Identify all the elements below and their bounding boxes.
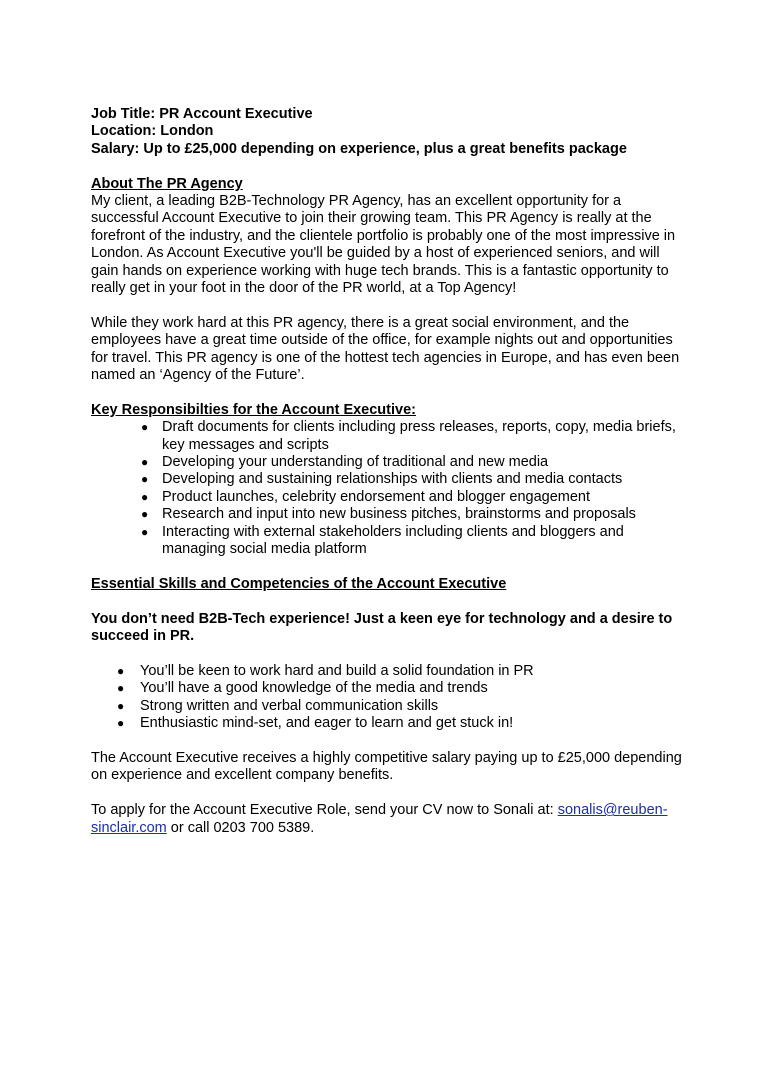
closing-salary-line: The Account Executive receives a highly competitive salary paying up to £25,000 depending	[91, 749, 682, 766]
about-paragraph-1-line: London. As Account Executive you'll be guided by a host of experienced seniors, and will	[91, 245, 660, 262]
list-item: ● Strong written and verbal communication skills	[117, 697, 439, 714]
job-location: Location: London	[91, 123, 214, 140]
job-title: Job Title: PR Account Executive	[91, 106, 313, 122]
email-link-continued[interactable]: sinclair.com	[91, 819, 167, 836]
job-salary: Salary: Up to £25,000 depending on experience, plus a great benefits package	[91, 140, 627, 157]
about-paragraph-2-line: employees have a great time outside of the office, for example nights out and opportunities	[91, 332, 673, 349]
apply-suffix: or call 0203 700 5389.	[166, 819, 315, 836]
apply-prefix: To apply for the Account Executive Role, send your CV now to Sonali at:	[91, 802, 558, 819]
list-item: ● Research and input into new business pitches, brainstorms and proposals	[141, 506, 636, 523]
job-header	[91, 106, 681, 158]
job-description-page	[91, 106, 681, 837]
about-paragraph-1-line: forefront of the industry, and the clientele portfolio is probably one of the most impressive in	[91, 227, 676, 244]
about-heading: About The PR Agency	[91, 175, 243, 192]
list-item: ● Draft documents for clients including press releases, reports, copy, media briefs, key messages and scripts	[141, 419, 676, 453]
list-item: ● Enthusiastic mind-set, and eager to learn and get stuck in!	[117, 715, 514, 732]
list-item: ● Developing your understanding of traditional and new media	[141, 454, 549, 471]
bullet-icon: ●	[141, 472, 149, 487]
email-link[interactable]: sonalis@reuben-	[557, 802, 668, 819]
about-paragraph-1-line: gain hands on experience working with huge tech brands. This is a fantastic opportunity to	[91, 262, 669, 279]
skills-list	[91, 663, 681, 733]
about-section	[91, 176, 681, 385]
list-item: ● Product launches, celebrity endorsement and blogger engagement	[141, 488, 591, 505]
closing-salary-line: on experience and excellent company benefits.	[91, 767, 394, 784]
closing-section	[91, 750, 681, 837]
apply-line-1	[91, 802, 681, 819]
bullet-icon: ●	[117, 663, 125, 678]
apply-line-2	[91, 820, 681, 837]
bullet-icon: ●	[141, 507, 149, 522]
list-item: ● You’ll have a good knowledge of the media and trends	[117, 680, 488, 697]
bullet-icon: ●	[141, 455, 149, 470]
bullet-icon: ●	[141, 489, 149, 504]
about-paragraph-2-line: named an ‘Agency of the Future’.	[91, 367, 305, 384]
list-item: ● Interacting with external stakeholders including clients and bloggers and managing social media platform	[141, 523, 624, 558]
about-paragraph-1-line: My client, a leading B2B-Technology PR Agency, has an excellent opportunity for a	[91, 193, 622, 210]
about-paragraph-1-line: successful Account Executive to join their growing team. This PR Agency is really at the	[91, 210, 652, 227]
skills-section	[91, 576, 681, 733]
skills-heading: Essential Skills and Competencies of the Account Executive	[91, 575, 507, 592]
bullet-icon: ●	[117, 716, 125, 731]
responsibilities-heading: Key Responsibilties for the Account Executive:	[91, 401, 416, 418]
list-item: ● Developing and sustaining relationships with clients and media contacts	[141, 471, 623, 488]
skills-intro-line: You don’t need B2B-Tech experience! Just a keen eye for technology and a desire to	[91, 610, 673, 627]
about-paragraph-1-line: really get in your foot in the door of the PR world, at a Top Agency!	[91, 280, 517, 297]
bullet-icon: ●	[141, 524, 149, 539]
bullet-icon: ●	[141, 420, 149, 435]
about-paragraph-2-line: While they work hard at this PR agency, there is a great social environment, and the	[91, 314, 630, 331]
responsibilities-list	[91, 419, 681, 558]
bullet-icon: ●	[117, 698, 125, 713]
list-item: ● You’ll be keen to work hard and build a solid foundation in PR	[117, 662, 534, 679]
bullet-icon: ●	[117, 681, 125, 696]
responsibilities-section	[91, 402, 681, 559]
skills-intro-line: succeed in PR.	[91, 628, 195, 645]
about-paragraph-2-line: for travel. This PR agency is one of the hottest tech agencies in Europe, and has even been	[91, 349, 680, 366]
